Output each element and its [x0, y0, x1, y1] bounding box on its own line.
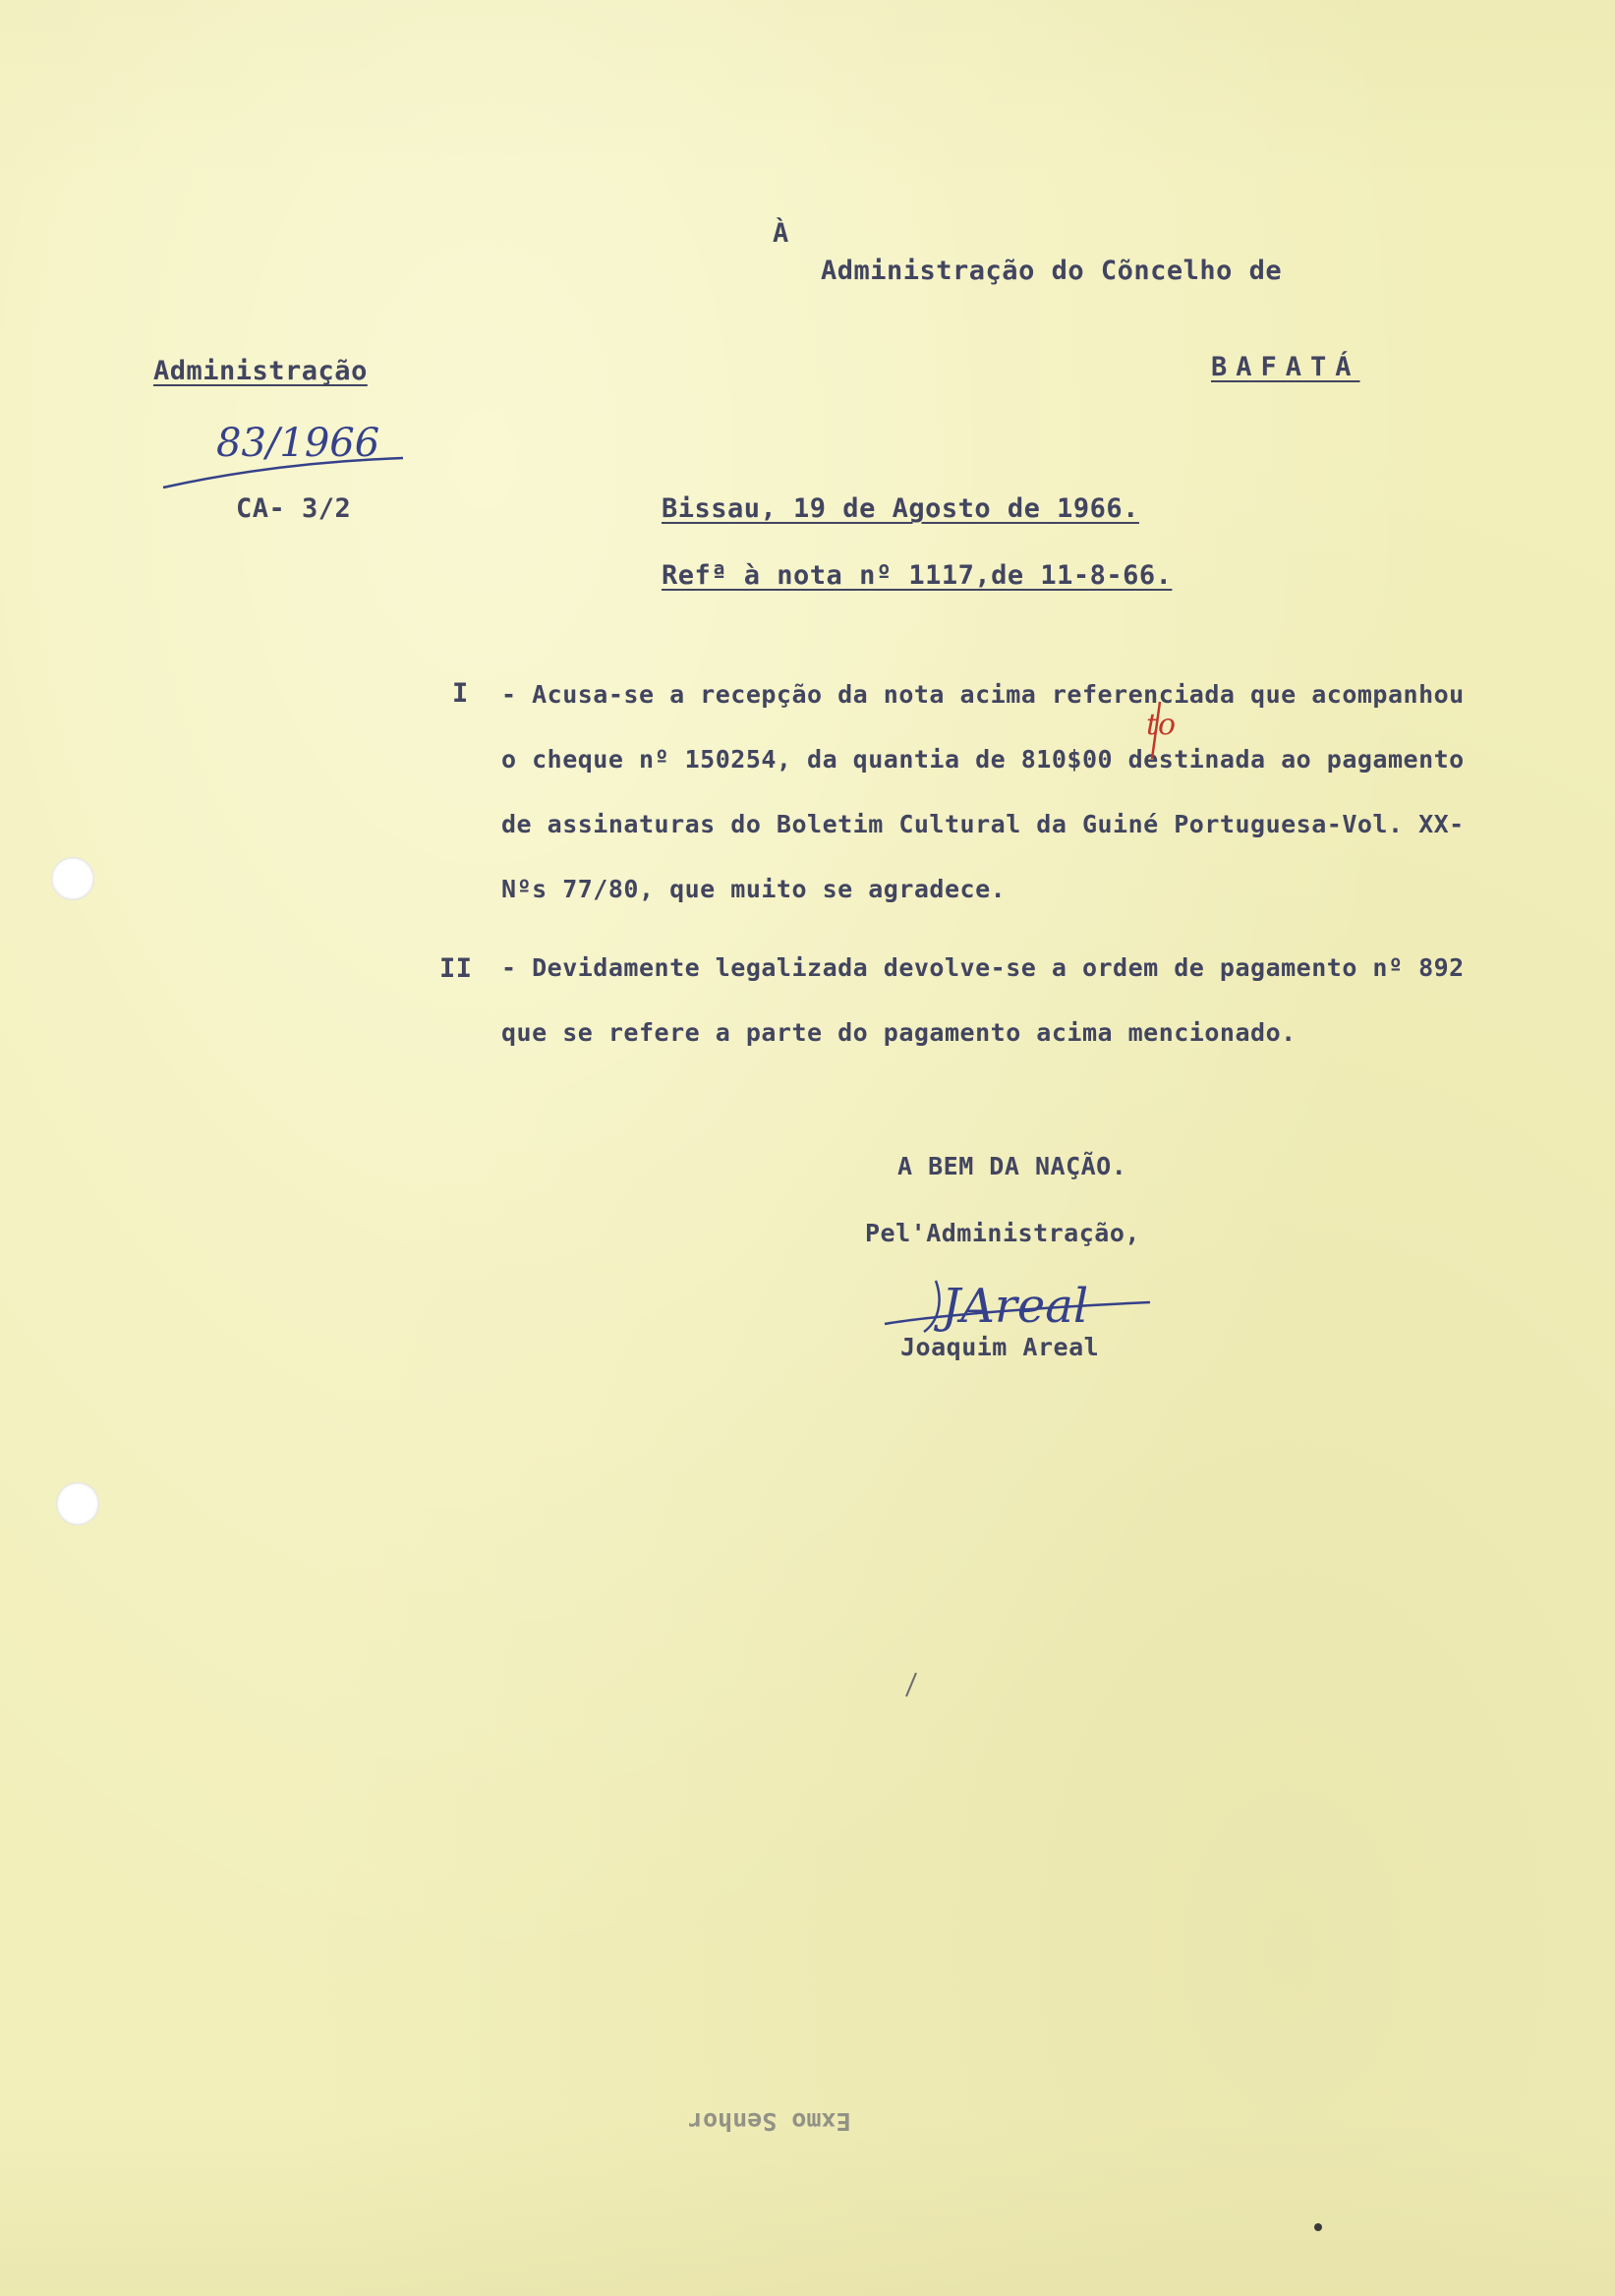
punch-hole-bottom: [56, 1482, 99, 1525]
paragraph-1-line-3: de assinaturas do Boletim Cultural da Guiné Portuguesa-Vol. XX-: [501, 810, 1465, 838]
paragraph-2-line-1: - Devidamente legalizada devolve-se a ordem de pagamento nº 892: [501, 953, 1465, 982]
closing-salutation: A BEM DA NAÇÃO.: [897, 1152, 1127, 1180]
reference-line: Refª à nota nº 1117,de 11-8-66.: [662, 560, 1173, 591]
paragraph-1-line-1: - Acusa-se a recepção da nota acima referenciada que acompanhou: [501, 680, 1465, 709]
ink-dot: [1314, 2223, 1322, 2231]
addressee-prefix: À: [773, 218, 789, 249]
paragraph-numeral-2: II: [439, 953, 473, 984]
date-line: Bissau, 19 de Agosto de 1966.: [662, 493, 1139, 524]
amount-correction: to: [1146, 708, 1177, 742]
paragraph-1-line-4: Nºs 77/80, que muito se agradece.: [501, 875, 1007, 903]
closing-per: Pel'Administração,: [865, 1219, 1140, 1247]
registry-number: 83/1966: [216, 421, 380, 466]
paragraph-2-line-2: que se refere a parte do pagamento acima mencionado.: [501, 1018, 1297, 1047]
addressee: Administração do Cõncelho de: [821, 256, 1283, 286]
reverse-show-through: Exmo Senhor: [688, 2107, 851, 2136]
addressee-place: BAFATÁ: [1211, 352, 1360, 382]
signatory-name: Joaquim Areal: [900, 1333, 1100, 1361]
sender-office: Administração: [153, 356, 368, 386]
paragraph-1-line-2: o cheque nº 150254, da quantia de 810$00 destinada ao pagamento: [501, 745, 1465, 774]
correction-stroke: [1140, 698, 1180, 767]
signature-text: JAreal: [942, 1279, 1089, 1334]
pencil-mark: [902, 1671, 922, 1700]
registry-underline: [157, 450, 413, 493]
paragraph-numeral-1: I: [452, 678, 469, 709]
classification: CA- 3/2: [236, 493, 352, 524]
punch-hole-top: [51, 857, 94, 900]
